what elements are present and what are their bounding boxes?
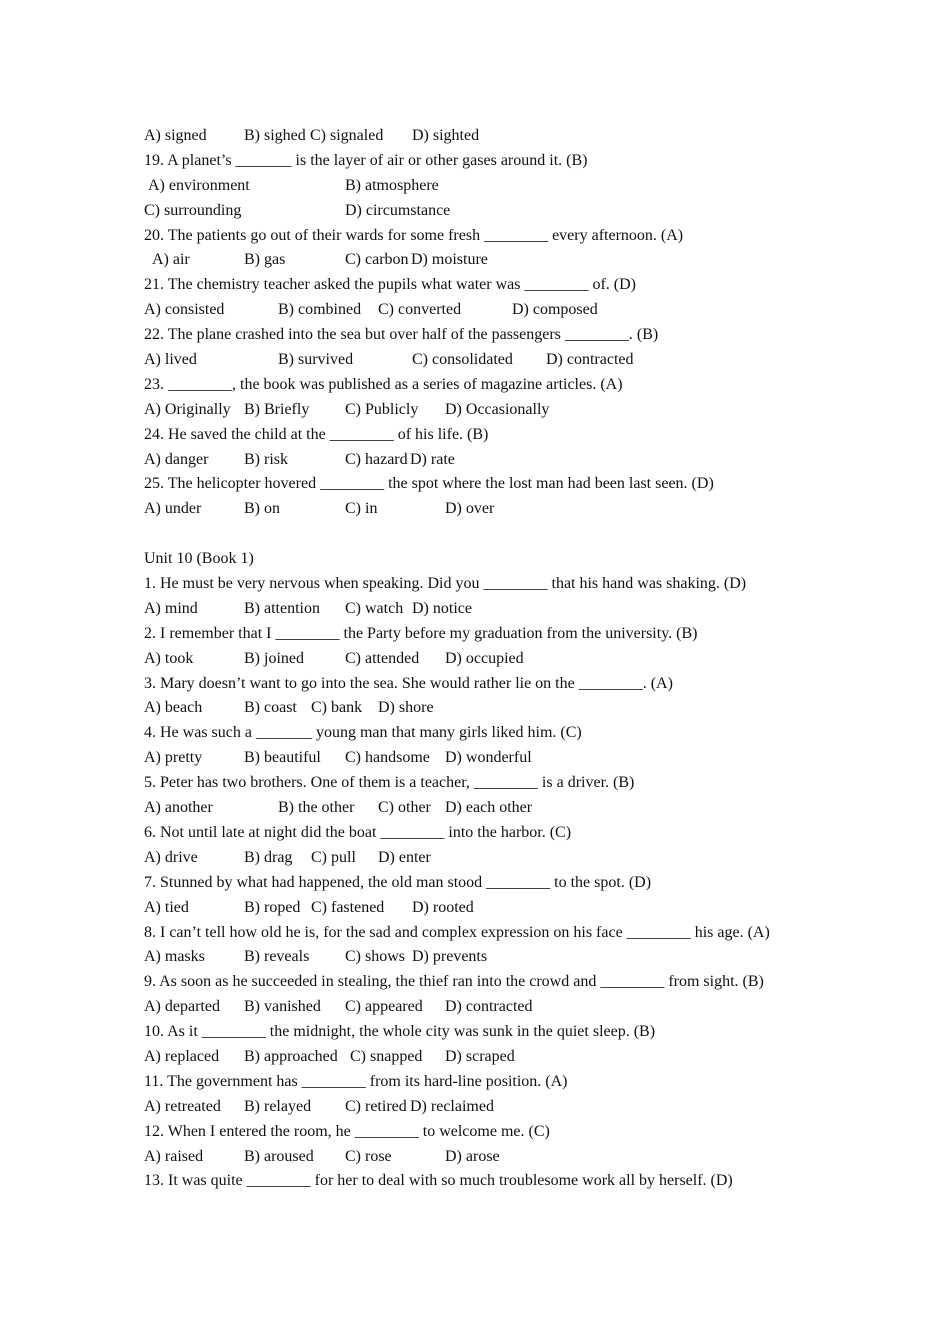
question-text: 19. A planet’s _______ is the layer of air or other gases around it. (B)	[144, 151, 588, 169]
answer-option: D) shore	[378, 699, 434, 717]
answer-options	[144, 348, 812, 373]
answer-option: B) coast	[244, 699, 297, 717]
answer-option: D) each other	[445, 799, 533, 817]
question-text: 9. As soon as he succeeded in stealing, the thief ran into the crowd and ________ from sight. (B)	[144, 973, 764, 991]
question-text: 3. Mary doesn’t want to go into the sea. She would rather lie on the ________. (A)	[144, 674, 673, 692]
answer-option: B) relayed	[244, 1097, 312, 1115]
answer-option: C) bank	[311, 699, 363, 717]
answer-option: D) rate	[410, 450, 455, 468]
answer-option: D) Occasionally	[445, 400, 550, 418]
answer-option: A) beach	[144, 699, 203, 717]
question-text: 6. Not until late at night did the boat ________ into the harbor. (C)	[144, 823, 572, 841]
answer-options	[144, 1045, 812, 1070]
answer-option: B) beautiful	[244, 749, 321, 767]
answer-option: B) aroused	[244, 1147, 314, 1165]
answer-option: B) survived	[278, 351, 354, 369]
answer-options	[144, 696, 812, 721]
answer-option: C) carbon	[345, 251, 409, 269]
answer-option: A) tied	[144, 898, 189, 916]
answer-option: C) watch	[345, 599, 404, 617]
answer-options	[144, 448, 812, 473]
answer-option: B) risk	[244, 450, 288, 468]
answer-option: A) environment	[148, 176, 250, 194]
answer-option: B) gas	[244, 251, 286, 269]
answer-option: D) prevents	[412, 948, 488, 966]
answer-option: C) attended	[345, 649, 420, 667]
question-text: 23. ________, the book was published as a series of magazine articles. (A)	[144, 375, 623, 393]
answer-option: A) took	[144, 649, 194, 667]
answer-options	[144, 995, 812, 1020]
question-text: 5. Peter has two brothers. One of them is a teacher, ________ is a driver. (B)	[144, 774, 635, 792]
question-text: 10. As it ________ the midnight, the whole city was sunk in the quiet sleep. (B)	[144, 1023, 656, 1041]
answer-option: C) signaled	[310, 127, 384, 144]
document-page	[144, 124, 812, 1194]
question-text: 7. Stunned by what had happened, the old man stood ________ to the spot. (D)	[144, 873, 652, 891]
answer-option: B) the other	[278, 799, 355, 817]
answer-option: B) attention	[244, 599, 320, 617]
answer-option: B) roped	[244, 898, 301, 916]
answer-option: C) hazard	[345, 450, 408, 468]
question-text: 25. The helicopter hovered ________ the spot where the lost man had been last seen. (D)	[144, 475, 714, 493]
answer-option: D) moisture	[411, 251, 488, 269]
answer-option: D) reclaimed	[410, 1097, 494, 1115]
answer-options	[144, 124, 812, 149]
answer-option: C) fastened	[311, 898, 385, 916]
answer-option: B) combined	[278, 301, 362, 319]
answer-option: C) in	[345, 500, 378, 518]
answer-option: A) lived	[144, 351, 197, 369]
answer-option: C) rose	[345, 1147, 392, 1165]
answer-option: D) notice	[412, 599, 472, 617]
answer-option: A) signed	[144, 127, 207, 144]
answer-option: D) occupied	[445, 649, 524, 667]
answer-option: A) replaced	[144, 1047, 220, 1065]
question-text: 8. I can’t tell how old he is, for the sad and complex expression on his face ________ his age. (A)	[144, 923, 770, 941]
question-text: 13. It was quite ________ for her to deal with so much troublesome work all by herself. (D)	[144, 1172, 733, 1190]
answer-option: B) vanished	[244, 998, 321, 1016]
answer-option: B) approached	[244, 1047, 338, 1065]
answer-option: C) retired	[345, 1097, 407, 1115]
answer-option: D) enter	[378, 848, 431, 866]
answer-options	[144, 398, 812, 423]
answer-option: A) raised	[144, 1147, 204, 1165]
answer-option: C) consolidated	[412, 351, 513, 369]
answer-option: C) pull	[311, 848, 356, 866]
answer-option: D) circumstance	[345, 201, 451, 219]
answer-options	[144, 1145, 812, 1170]
answer-option: B) on	[244, 500, 280, 518]
answer-option: B) sighed	[244, 127, 306, 144]
answer-option: D) scraped	[445, 1047, 515, 1065]
answer-option: D) contracted	[445, 998, 533, 1016]
question-text: 4. He was such a _______ young man that many girls liked him. (C)	[144, 724, 582, 742]
answer-option: C) Publicly	[345, 400, 419, 418]
answer-options	[144, 846, 812, 871]
answer-option: A) air	[152, 251, 190, 269]
answer-options	[144, 248, 812, 273]
answer-option: A) drive	[144, 848, 198, 866]
answer-option: D) wonderful	[445, 749, 532, 767]
question-text: 12. When I entered the room, he ________ to welcome me. (C)	[144, 1122, 550, 1140]
answer-option: A) another	[144, 799, 213, 817]
answer-option: A) under	[144, 500, 202, 518]
answer-options	[144, 298, 812, 323]
answer-option: C) surrounding	[144, 201, 242, 219]
answer-options	[144, 796, 812, 821]
blank-line	[144, 522, 812, 547]
question-text: 22. The plane crashed into the sea but over half of the passengers ________. (B)	[144, 326, 659, 344]
answer-option: B) reveals	[244, 948, 310, 966]
answer-option: D) contracted	[546, 351, 634, 369]
answer-option: D) rooted	[412, 898, 474, 916]
answer-option: D) composed	[512, 301, 598, 319]
answer-option: A) retreated	[144, 1097, 221, 1115]
answer-option: C) other	[378, 799, 431, 817]
answer-option: A) Originally	[144, 400, 231, 418]
answer-options	[144, 497, 812, 522]
answer-option: B) atmosphere	[345, 176, 439, 194]
answer-options	[144, 597, 812, 622]
answer-option: D) sighted	[412, 127, 480, 144]
answer-option: D) over	[445, 500, 495, 518]
answer-options	[144, 945, 812, 970]
answer-option: A) masks	[144, 948, 205, 966]
answer-option: B) Briefly	[244, 400, 310, 418]
answer-option: C) shows	[345, 948, 406, 966]
question-text: 21. The chemistry teacher asked the pupils what water was ________ of. (D)	[144, 276, 637, 294]
answer-option: C) converted	[378, 301, 462, 319]
question-text: 2. I remember that I ________ the Party before my graduation from the university. (B)	[144, 624, 698, 642]
question-text: 20. The patients go out of their wards for some fresh ________ every afternoon. (A)	[144, 226, 684, 244]
question-text: 1. He must be very nervous when speaking. Did you ________ that his hand was shaking. (D)	[144, 575, 747, 593]
answer-option: A) pretty	[144, 749, 203, 767]
answer-options	[144, 896, 812, 921]
answer-option: A) departed	[144, 998, 220, 1016]
answer-option: C) handsome	[345, 749, 430, 767]
answer-options	[144, 647, 812, 672]
section-heading: Unit 10 (Book 1)	[144, 550, 254, 568]
question-text: 11. The government has ________ from its hard-line position. (A)	[144, 1072, 568, 1090]
answer-option: A) consisted	[144, 301, 225, 319]
answer-options	[144, 1095, 812, 1120]
answer-option: C) appeared	[345, 998, 423, 1016]
answer-option: D) arose	[445, 1147, 500, 1165]
answer-option: C) snapped	[350, 1047, 423, 1065]
answer-option: A) mind	[144, 599, 198, 617]
question-text: 24. He saved the child at the ________ of his life. (B)	[144, 425, 489, 443]
answer-options	[144, 174, 812, 199]
answer-options	[144, 199, 812, 224]
answer-option: A) danger	[144, 450, 209, 468]
answer-options	[144, 746, 812, 771]
answer-option: B) joined	[244, 649, 304, 667]
answer-option: B) drag	[244, 848, 293, 866]
